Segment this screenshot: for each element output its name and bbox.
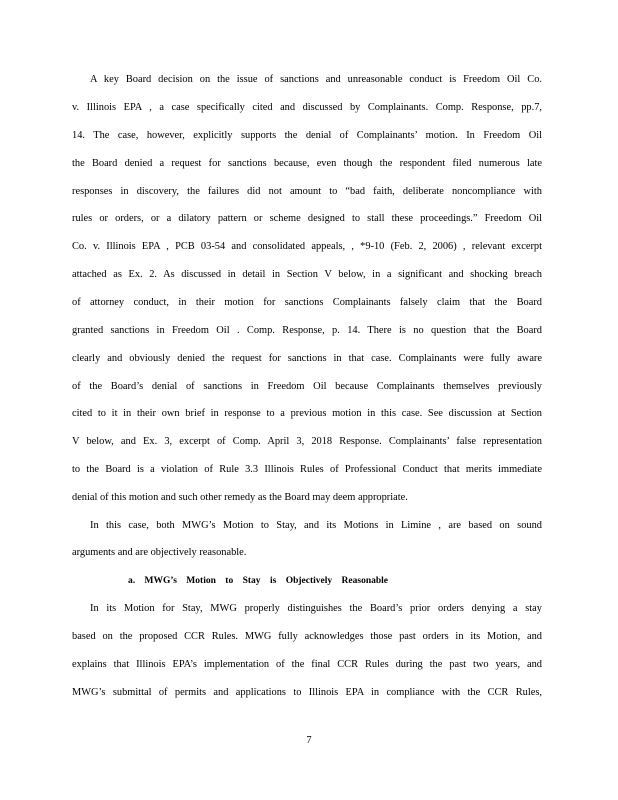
body-line: responses in discovery, the failures did not amount to “bad faith, deliberate noncompliance with [72,186,542,197]
body-line: rules or orders, or a dilatory pattern or scheme designed to stall these proceedings.” Freedom Oil [72,213,542,224]
body-line: denial of this motion and such other remedy as the Board may deem appropriate. [72,492,408,503]
body-line: of attorney conduct, in their motion for sanctions Complainants falsely claim that the Board [72,297,542,308]
body-line: explains that Illinois EPA’s implementation of the final CCR Rules during the past two years, and [72,659,542,670]
body-line: granted sanctions in Freedom Oil . Comp. Response, p. 14. There is no question that the Board [72,325,542,336]
body-line: to the Board is a violation of Rule 3.3 Illinois Rules of Professional Conduct that merits immediate [72,464,542,475]
body-line: In its Motion for Stay, MWG properly distinguishes the Board’s prior orders denying a stay [90,603,542,614]
body-line: cited to it in their own brief in response to a previous motion in this case. See discussion at Section [72,408,542,419]
body-line: v. Illinois EPA , a case specifically cited and discussed by Complainants. Comp. Response, pp.7, [72,102,542,113]
section-heading: a. MWG’s Motion to Stay is Objectively Reasonable [128,576,388,586]
body-line: the Board denied a request for sanctions because, even though the respondent filed numerous late [72,158,542,169]
body-line: arguments and are objectively reasonable. [72,547,247,558]
body-line: attached as Ex. 2. As discussed in detail in Section V below, in a significant and shocking breach [72,269,542,280]
page-number: 7 [306,735,312,746]
body-line: MWG’s submittal of permits and applications to Illinois EPA in compliance with the CCR Rules, [72,687,542,698]
body-line: 14. The case, however, explicitly supports the denial of Complainants’ motion. In Freedom Oil [72,130,542,141]
body-line: In this case, both MWG’s Motion to Stay, and its Motions in Limine , are based on sound [90,520,542,531]
body-line: clearly and obviously denied the request for sanctions in that case. Complainants were fully aware [72,353,542,364]
body-line: A key Board decision on the issue of sanctions and unreasonable conduct is Freedom Oil Co. [90,74,542,85]
body-line: of the Board’s denial of sanctions in Freedom Oil because Complainants themselves previously [72,381,542,392]
body-line: based on the proposed CCR Rules. MWG fully acknowledges those past orders in its Motion, and [72,631,542,642]
body-line: V below, and Ex. 3, excerpt of Comp. April 3, 2018 Response. Complainants’ false representation [72,436,542,447]
body-line: Co. v. Illinois EPA , PCB 03-54 and consolidated appeals, , *9-10 (Feb. 2, 2006) , relevant excerpt [72,241,542,252]
